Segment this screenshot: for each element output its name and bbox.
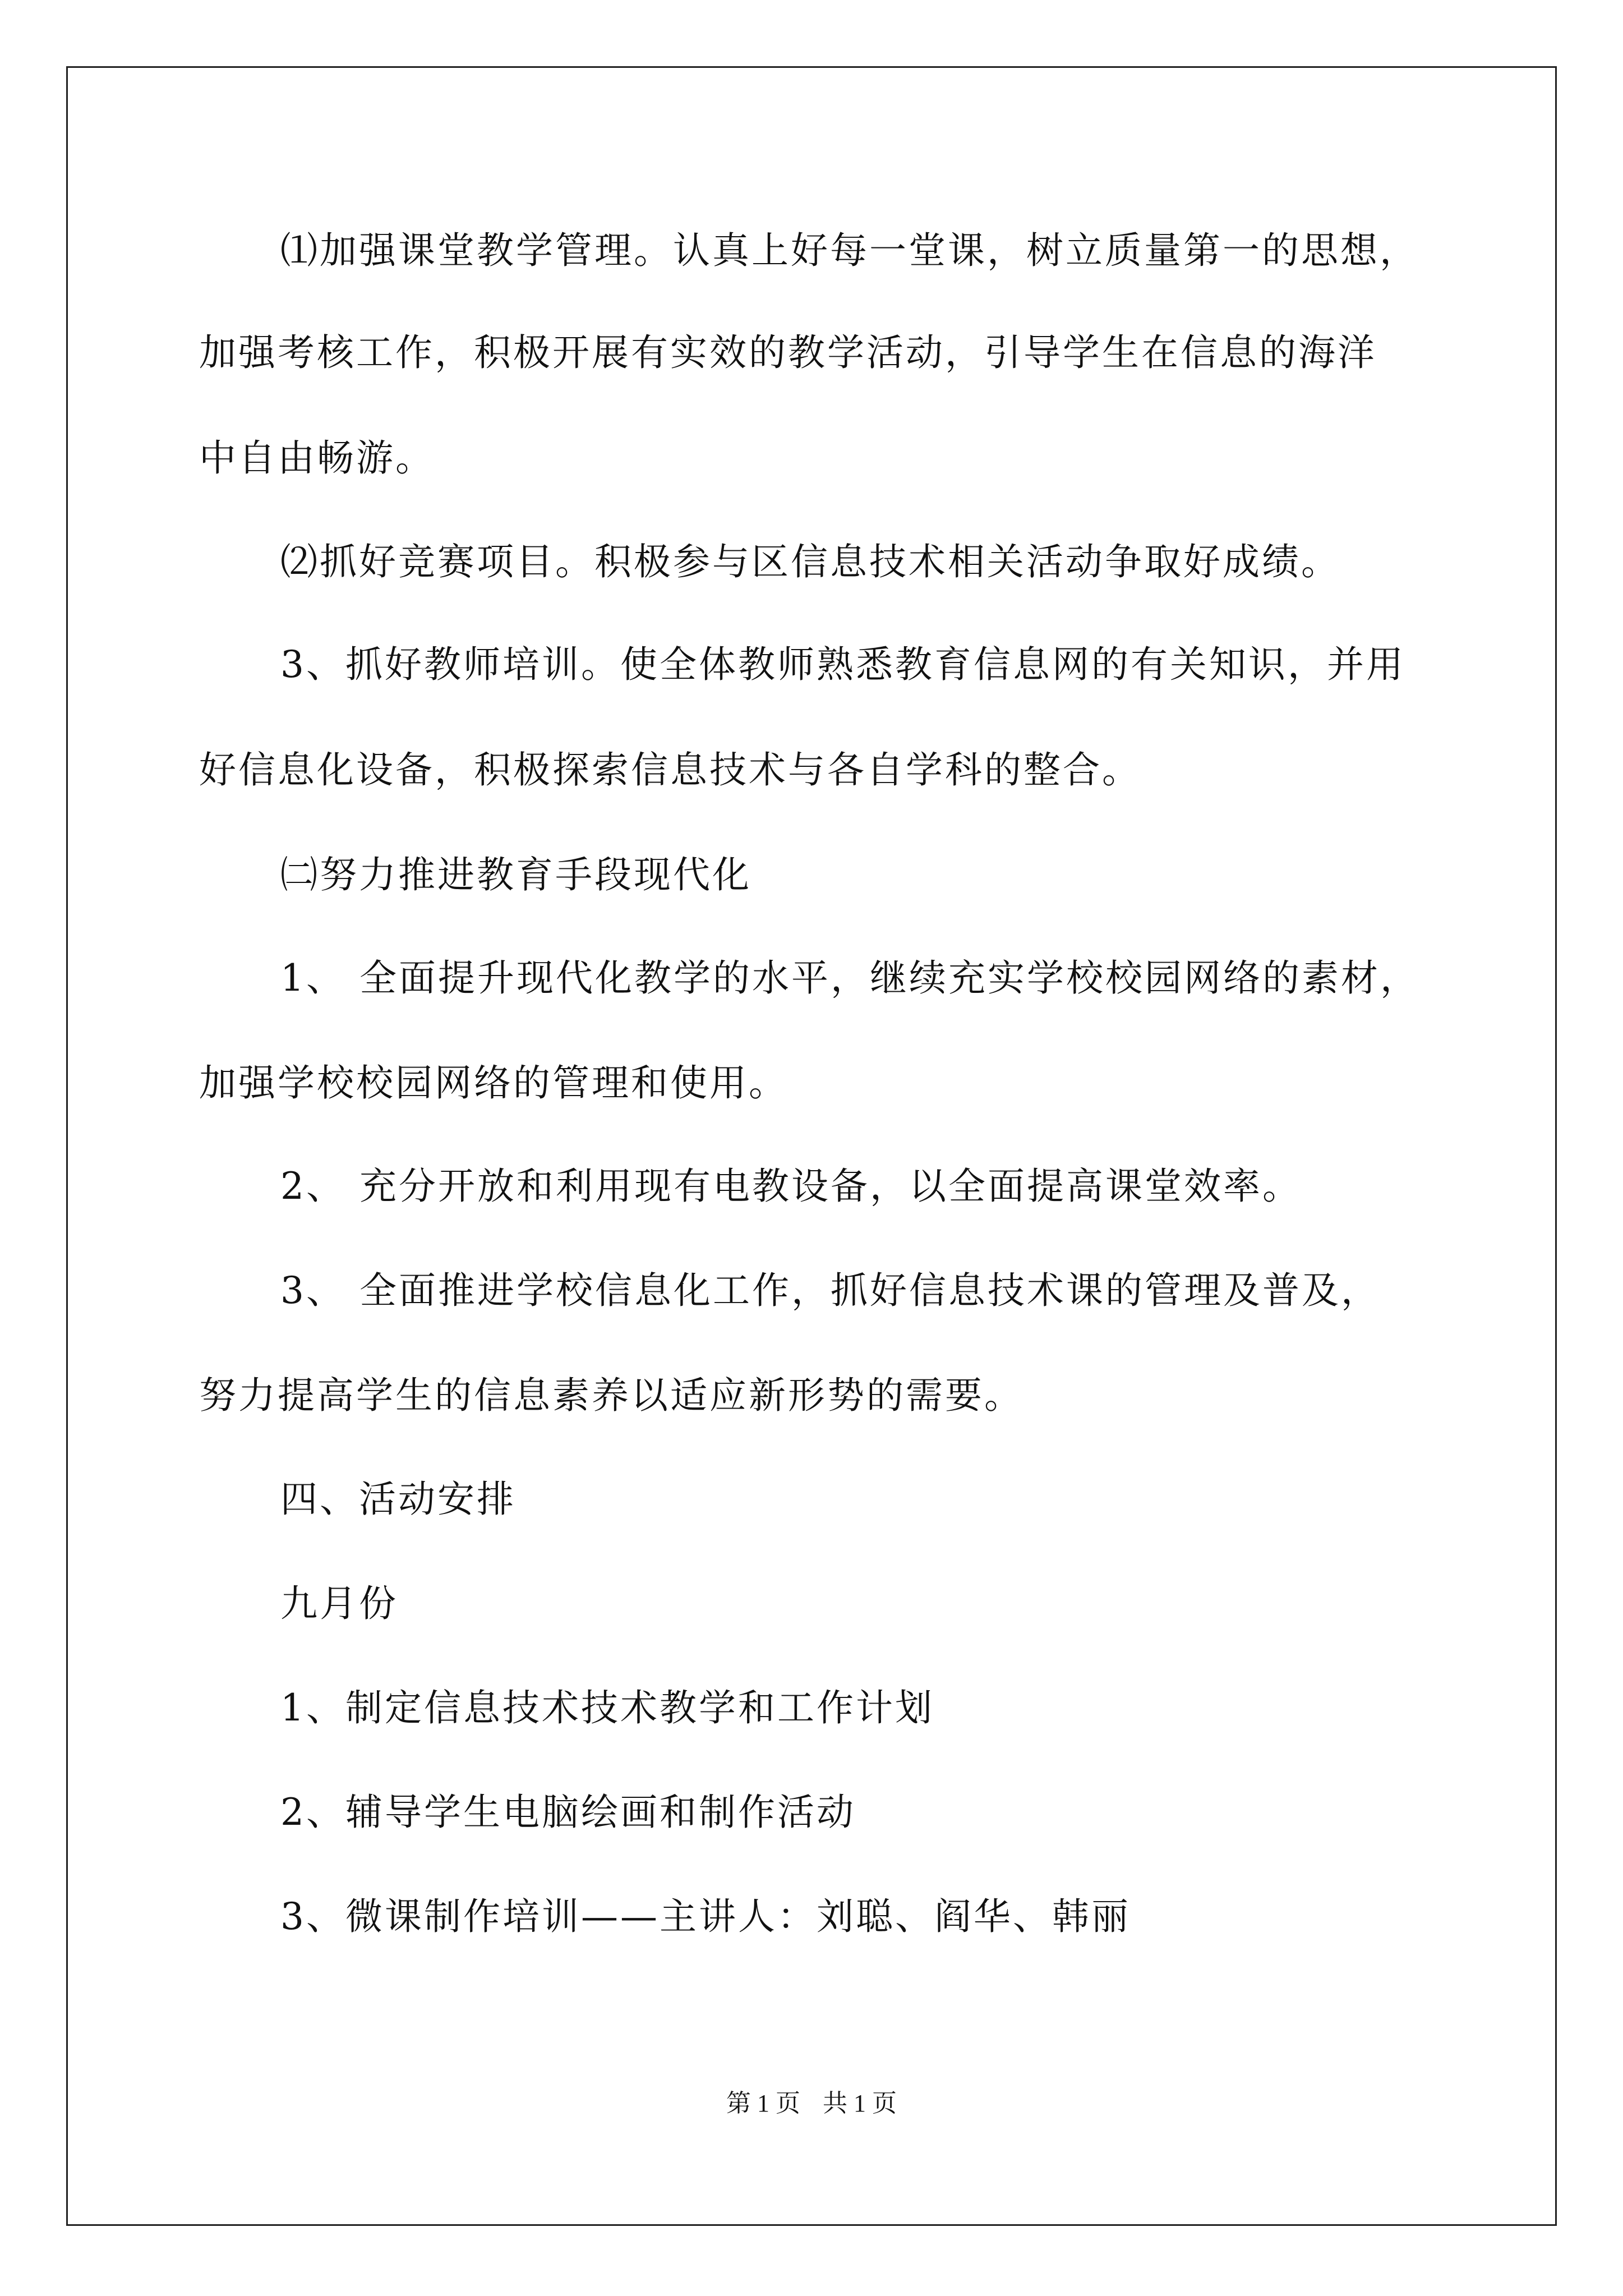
section-heading: 四、活动安排: [280, 1478, 516, 1521]
paragraph-line: 中自由畅游。: [199, 436, 435, 480]
paragraph-line: 好信息化设备，积极探索信息技术与各自学科的整合。: [199, 748, 1141, 792]
month-heading: 九月份: [280, 1582, 398, 1625]
activity-item: 1、制定信息技术技术教学和工作计划: [280, 1686, 934, 1729]
paragraph-line: 1、 全面提升现代化教学的水平，继续充实学校校园网络的素材，: [280, 956, 1419, 1000]
page-number: 第 1 页: [726, 2090, 800, 2117]
activity-item: 3、微课制作培训——主讲人：刘聪、阎华、韩丽: [280, 1895, 1131, 1938]
paragraph-line: ⑴加强课堂教学管理。认真上好每一堂课，树立质量第一的思想，: [280, 229, 1419, 272]
page-footer: [0, 2091, 1623, 2116]
paragraph-line: 努力提高学生的信息素养以适应新形势的需要。: [199, 1374, 1023, 1417]
paragraph-line: 3、 全面推进学校信息化工作，抓好信息技术课的管理及普及，: [280, 1269, 1380, 1312]
paragraph-line: ㈡努力推进教育手段现代化: [280, 853, 751, 896]
activity-item: 2、辅导学生电脑绘画和制作活动: [280, 1791, 856, 1834]
paragraph-line: 2、 充分开放和利用现有电教设备，以全面提高课堂效率。: [280, 1165, 1302, 1208]
paragraph-line: 加强考核工作，积极开展有实效的教学活动，引导学生在信息的海洋: [199, 331, 1377, 374]
page-total: 共 1 页: [823, 2090, 897, 2117]
paragraph-line: 加强学校校园网络的管理和使用。: [199, 1061, 788, 1105]
paragraph-line: 3、抓好教师培训。使全体教师熟悉教育信息网的有关知识，并用: [280, 643, 1405, 686]
paragraph-line: ⑵抓好竞赛项目。积极参与区信息技术相关活动争取好成绩。: [280, 540, 1340, 583]
